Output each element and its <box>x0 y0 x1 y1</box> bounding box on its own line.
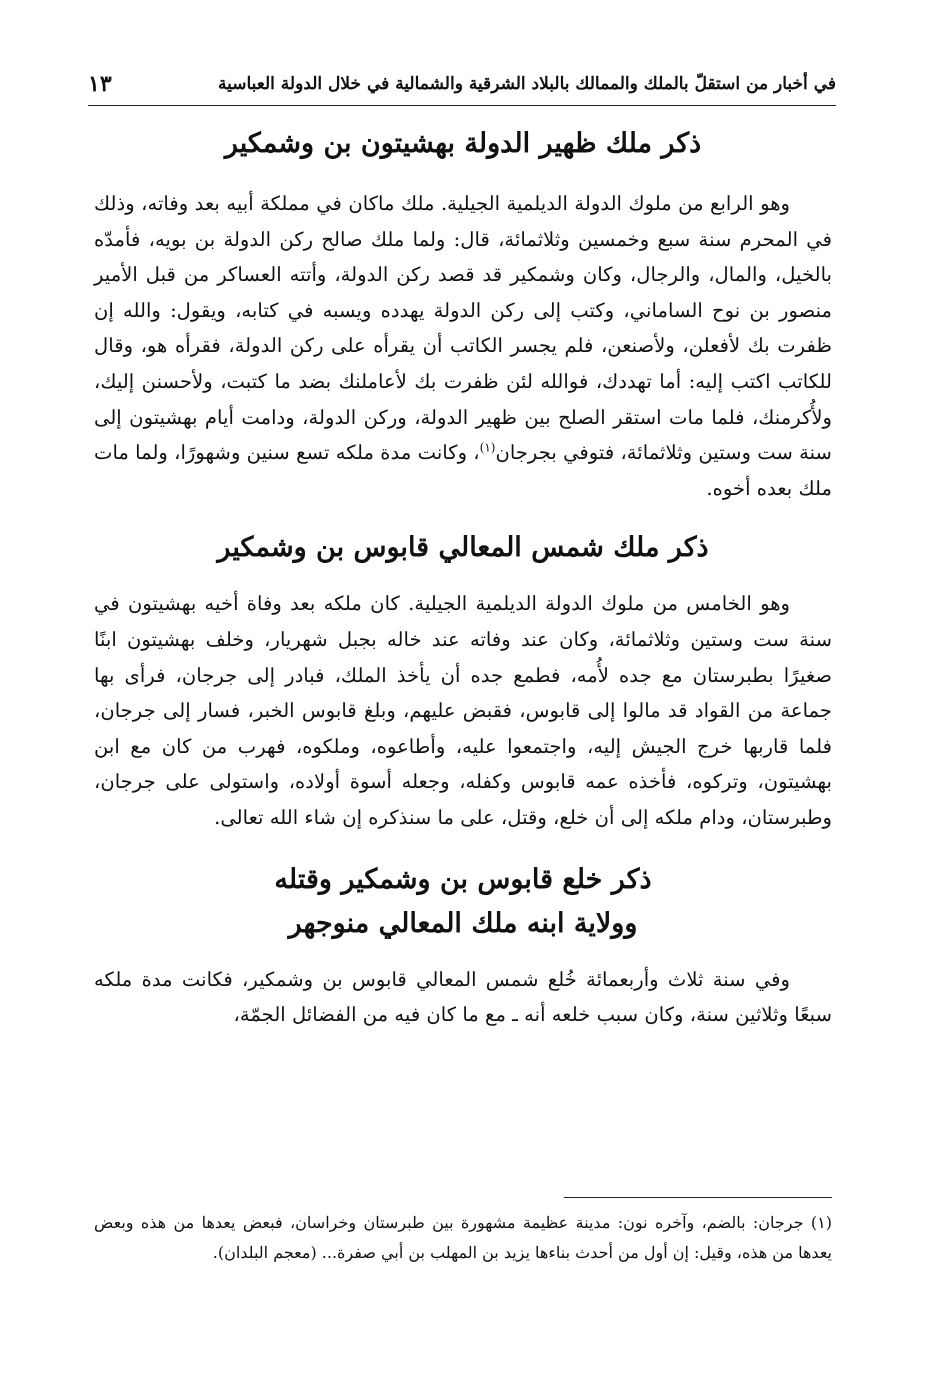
footnote-rule <box>564 1197 832 1198</box>
page-content <box>94 122 832 1033</box>
header-rule <box>88 105 836 106</box>
section-heading-1: ذكر ملك ظهير الدولة بهشيتون بن وشمكير <box>224 128 702 159</box>
footnote-number: (١) <box>810 1213 832 1232</box>
section-heading-3-line-2: وولاية ابنه ملك المعالي منوجهر <box>288 907 638 939</box>
running-header-title: في أخبار من استقلّ بالملك والممالك بالبلاد الشرقية والشمالية في خلال الدولة العباسية <box>217 74 836 94</box>
section-1-paragraph <box>94 186 832 506</box>
section-1-text-b: ، وكانت مدة ملكه تسع سنين وشهورًا، ولما مات ملك بعده أخوه. <box>94 441 832 500</box>
section-2-paragraph: وهو الخامس من ملوك الدولة الديلمية الجيلية. كان ملكه بعد وفاة أخيه بهشيتون في سنة ست وستين وثلاثمائة، وكان عند وفاته عند خاله بجبل شهريار، وخلف بهشيتون ابنًا صغيرًا بطبرستان مع جده لأُمه، فطمع جده أن يأخذ الملك، فبادر إلى جرجان، فرأى بها جماعة من القواد قد مالوا إلى قابوس، فقبض عليهم، وبلغ قابوس الخبر، فسار إلى جرجان، فلما قاربها خرج الجيش إليه، واجتمعوا عليه، وأطاعوه، وملكوه، فهرب من كان مع ابن بهشيتون، وتركوه، فأخذه عمه قابوس وكفله، وجعله أسوة أولاده، واستولى على جرجان، وطبرستان، ودام ملكه إلى أن خلع، وقتل، على ما سنذكره إن شاء الله تعالى. <box>94 592 832 829</box>
section-heading-3 <box>94 858 832 946</box>
section-heading-3-line-1: ذكر خلع قابوس بن وشمكير وقتله <box>274 863 652 895</box>
footnote-marker[interactable]: (١) <box>479 440 496 455</box>
running-header <box>88 64 836 104</box>
section-heading-2: ذكر ملك شمس المعالي قابوس بن وشمكير <box>217 532 709 564</box>
footnote-text: جرجان: بالضم، وآخره نون: مدينة عظيمة مشهورة بين طبرستان وخراسان، فبعض يعدها من هذه وبعض يعدها من هذه، وقيل: إن أول من أحدث بناءها يزيد بن المهلب بن أبي صفرة... (معجم البلدان). <box>94 1213 832 1262</box>
footnote <box>94 1208 832 1268</box>
section-1-text-a: وهو الرابع من ملوك الدولة الديلمية الجيلية. ملك ماكان في مملكة أبيه بعد وفاته، وذلك في المحرم سنة سبع وخمسين وثلاثمائة، قال: ولما ملك صالح ركن الدولة بن بويه، فأمدّه بالخيل، والمال، والرجال، وكان وشمكير قد قصد ركن الدولة، وأتته العساكر من قبل الأمير منصور بن نوح الساماني، وكتب إلى ركن الدولة يهدده ويسبه في كتابه، ويقول: والله إن ظفرت بك لأفعلن، ولأصنعن، فلم يجسر الكاتب أن يقرأه على ركن الدولة، فقرأه هو، وقال للكاتب اكتب إليه: أما تهددك، فوالله لئن ظفرت بك لأعاملنك بضد ما كتبت، ولأحسنن إليك، ولأُكرمنك، فلما مات استقر الصلح بين ظهير الدولة، وركن الدولة، ودامت أيام بهشيتون إلى سنة ست وستين وثلاثمائة، فتوفي بجرجان <box>94 192 832 465</box>
page-number: ١٣ <box>88 71 112 97</box>
section-3-paragraph: وفي سنة ثلاث وأربعمائة خُلع شمس المعالي قابوس بن وشمكير، فكانت مدة ملكه سبعًا وثلاثين سنة، وكان سبب خلعه أنه ـ مع ما كان فيه من الفضائل الجمّة، <box>94 967 832 1027</box>
